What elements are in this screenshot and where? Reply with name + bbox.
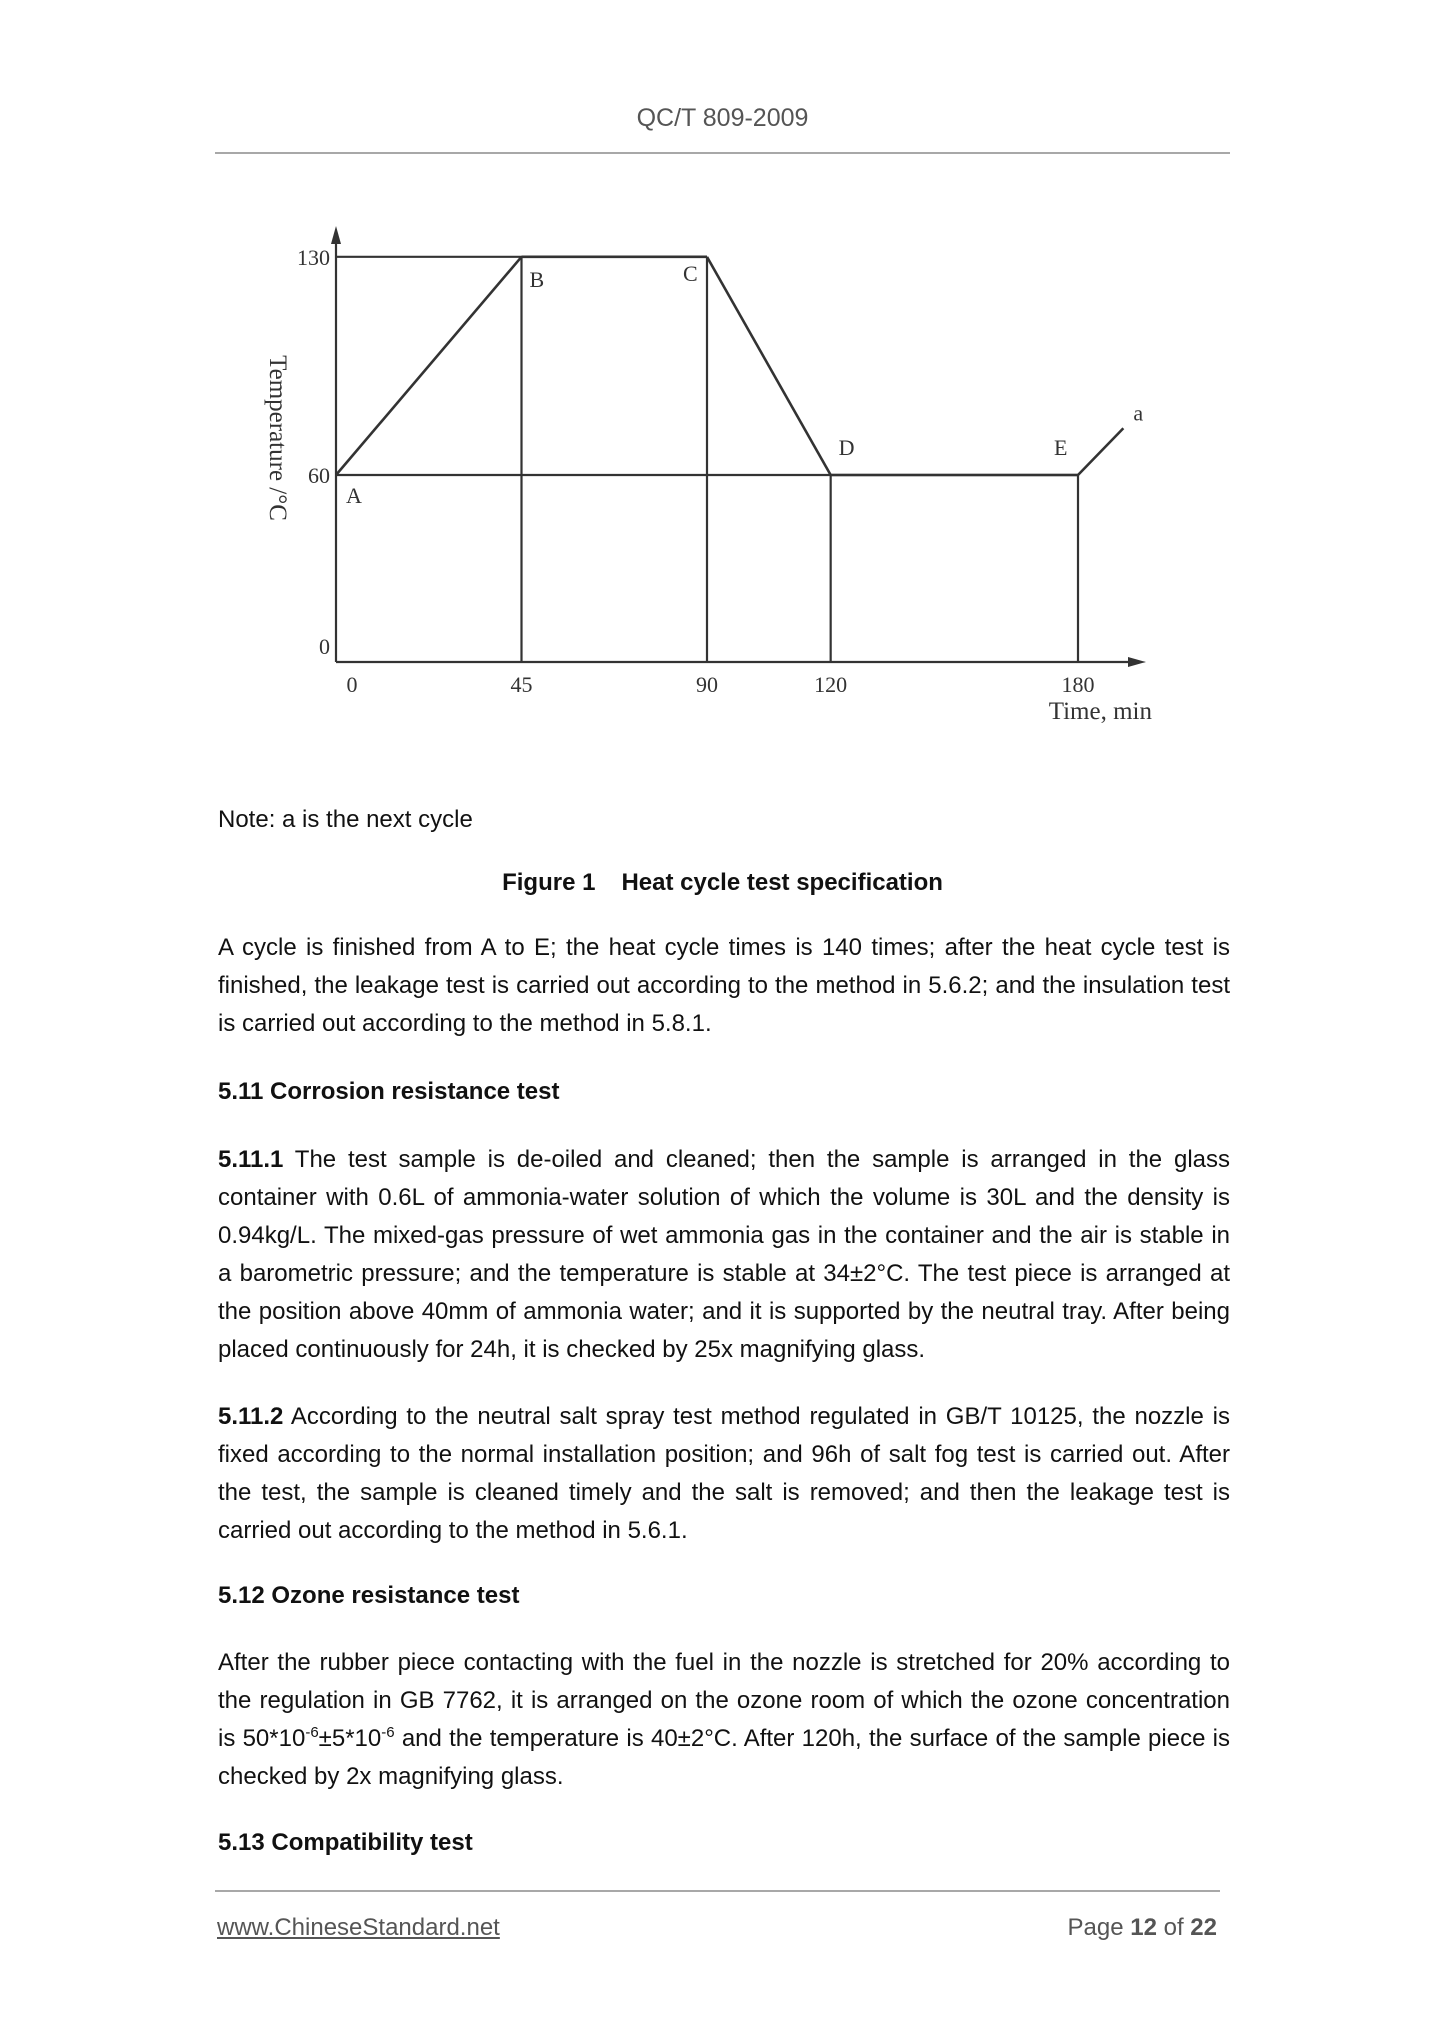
paragraph-heat-cycle: A cycle is finished from A to E; the heat cycle times is 140 times; after the heat cycle test is finished, the leakage test is carried out according to the method in 5.6.2; and the insulation test is carried out according to the method in 5.8.1.	[218, 934, 1230, 1037]
page-number	[1068, 1914, 1217, 1942]
point-label-C: C	[683, 260, 698, 286]
clause-text: The test sample is de-oiled and cleaned; then the sample is arranged in the glass container with 0.6L of ammonia-water solution of which the volume is 30L and the density is 0.94kg/L. The mixed-gas pressure of wet ammonia gas in the container and the air is stable in a barometric pressure; and the temperature is stable at 34±2°C. The test piece is arranged at the position above 40mm of ammonia water; and it is supported by the neutral tray. After being placed continuously for 24h, it is checked by 25x magnifying glass.	[218, 1146, 1230, 1363]
clause-number: 5.11.2	[218, 1403, 284, 1430]
paragraph-5-11-1	[218, 1141, 1230, 1369]
website-link[interactable]: www.ChineseStandard.net	[217, 1914, 500, 1941]
text-run: After the rubber piece contacting with the fuel in the nozzle is stretched for 20% according to the regulation in GB 7762, it is arranged on the ozone room of which the ozone concentration is 50*10	[218, 1649, 1230, 1752]
superscript: -6	[381, 1724, 395, 1741]
document-code-header: QC/T 809-2009	[636, 104, 809, 132]
paragraph-5-12	[218, 1644, 1230, 1796]
point-label-B: B	[529, 266, 545, 292]
figure-note: Note: a is the next cycle	[218, 806, 473, 833]
cycle-segment-CD	[707, 257, 831, 475]
superscript: -6	[305, 1724, 319, 1741]
text-run: and the temperature is 40±2°C. After 120h, the surface of the sample piece is checked by 2x magnifying glass.	[218, 1725, 1230, 1790]
x-tick-label-180: 180	[1061, 672, 1095, 697]
paragraph-5-11-2	[218, 1398, 1230, 1550]
figure-caption	[0, 869, 1445, 897]
current-page: 12	[1130, 1914, 1157, 1941]
next-cycle-segment	[1078, 428, 1123, 475]
x-tick-label-45: 45	[510, 672, 533, 697]
page-label: Page	[1067, 1914, 1131, 1941]
text-run: ±5*10	[318, 1725, 382, 1752]
y-tick-label-0: 0	[319, 634, 330, 659]
next-cycle-label: a	[1133, 400, 1144, 426]
section-heading-5-11: 5.11 Corrosion resistance test	[218, 1078, 560, 1105]
figure-caption-number: Figure 1	[502, 869, 596, 896]
y-axis-arrow-icon	[331, 226, 341, 244]
x-tick-label-120: 120	[814, 672, 848, 697]
x-axis-arrow-icon	[1128, 657, 1146, 667]
y-tick-label-60: 60	[308, 463, 330, 488]
x-axis-title: Time, min	[1048, 698, 1152, 725]
section-heading-5-13: 5.13 Compatibility test	[218, 1829, 473, 1856]
footer-divider	[215, 1890, 1220, 1892]
point-label-A: A	[346, 483, 362, 508]
page-of-label: of	[1156, 1914, 1191, 1941]
point-label-E: E	[1054, 435, 1068, 460]
x-tick-label-90: 90	[696, 672, 718, 697]
figure-caption-title: Heat cycle test specification	[621, 869, 943, 896]
y-tick-label-130: 130	[297, 244, 330, 270]
heat-cycle-chart	[0, 0, 1445, 760]
total-pages: 22	[1190, 1914, 1217, 1941]
section-heading-5-12: 5.12 Ozone resistance test	[218, 1582, 520, 1609]
clause-number: 5.11.1	[218, 1146, 284, 1173]
y-axis-title: Temperature /°C	[264, 355, 291, 521]
x-tick-label-0: 0	[346, 672, 358, 697]
point-label-D: D	[838, 435, 855, 460]
cycle-segment-AB	[336, 257, 522, 475]
clause-text: According to the neutral salt spray test method regulated in GB/T 10125, the nozzle is fixed according to the normal installation position; and 96h of salt fog test is carried out. After the test, the sample is cleaned timely and the salt is removed; and then the leakage test is carried out according to the method in 5.6.1.	[218, 1403, 1230, 1544]
